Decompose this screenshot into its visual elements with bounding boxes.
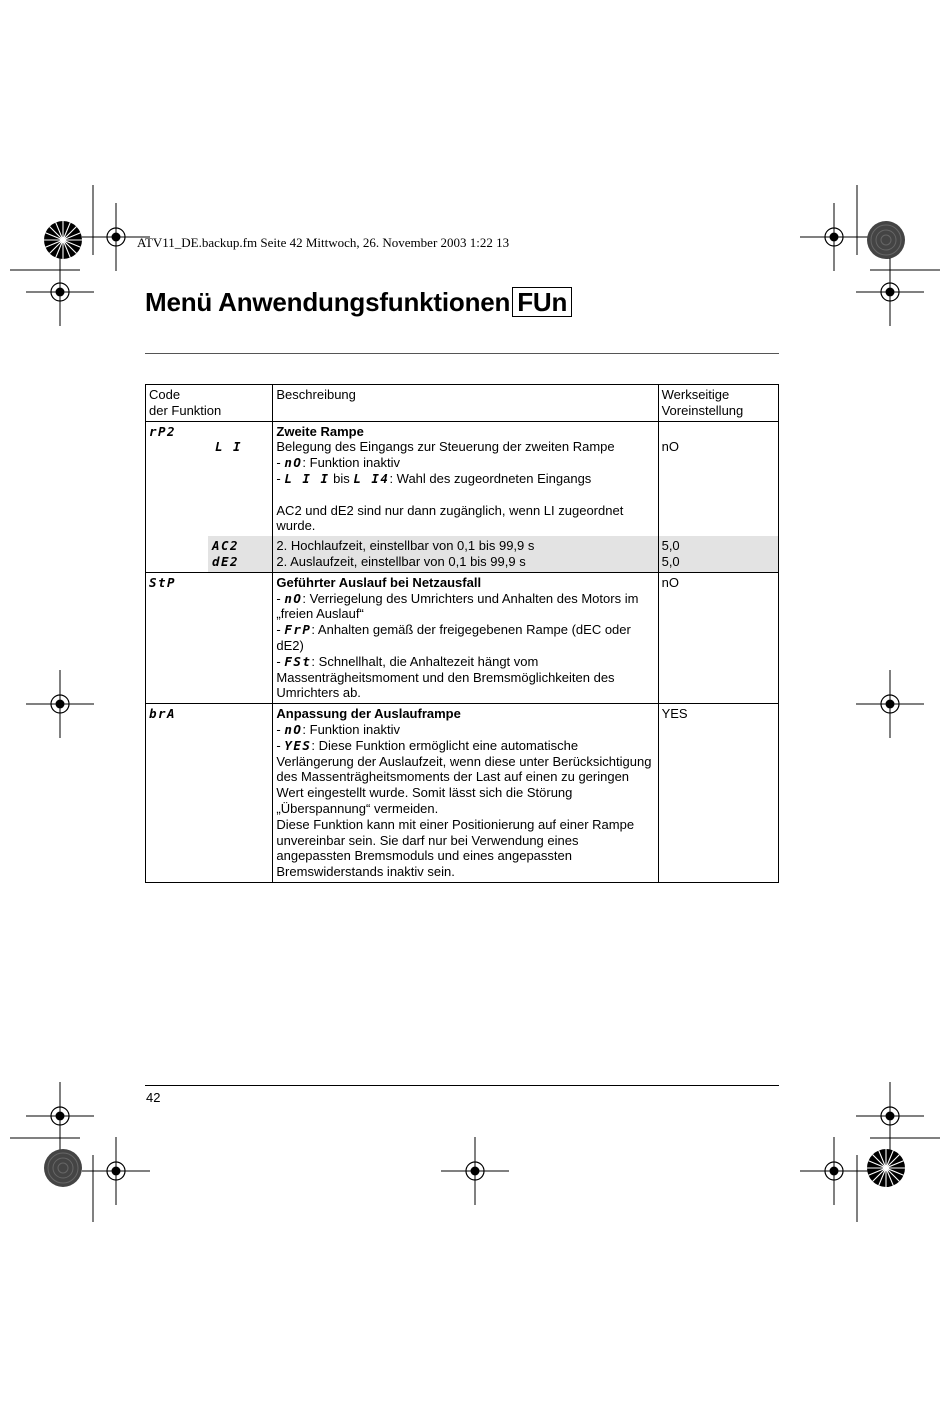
description-cell-ac2 — [273, 536, 658, 572]
option-code: L I4 — [353, 470, 390, 486]
stp-option-no: - nO: Verriegelung des Umrichters und Anhalten des Motors im „freien Auslauf“ — [276, 590, 639, 622]
default-cell-ac2 — [658, 536, 778, 572]
code-shade — [208, 536, 272, 572]
rp2-option-no: - nO: Funktion inaktiv — [276, 455, 400, 471]
option-text: : Wahl des zugeordneten Eingangs — [389, 470, 592, 486]
header-code-line2: der Funktion — [149, 402, 222, 418]
code-cell-bra — [146, 704, 273, 883]
description-cell-stp — [273, 572, 658, 703]
rp2-heading: Zweite Rampe — [276, 423, 364, 439]
ac2-text: 2. Hochlaufzeit, einstellbar von 0,1 bis 99,9 s — [276, 538, 535, 554]
code-cell-stp — [146, 572, 273, 703]
description-cell-rp2 — [273, 421, 658, 536]
code-cell-ac2 — [146, 536, 273, 572]
header-default — [658, 385, 778, 422]
description-cell-bra — [273, 704, 658, 883]
bra-heading: Anpassung der Auslauframpe — [276, 706, 461, 722]
option-text: : Diese Funktion ermöglicht eine automatische Verlängerung der Auslaufzeit, wenn diese unter Berücksichtigung des Massenträgheitsmoments der Last auf einen zu geringen Wert eingestellt wurde. Somit lässt sich die Störung „Überspannung“ vermeiden. — [276, 737, 652, 816]
file-info-header: ATV11_DE.backup.fm Seite 42 Mittwoch, 26. November 2003 1:22 13 — [137, 235, 510, 250]
option-code: nO — [284, 590, 303, 606]
option-text: : Funktion inaktiv — [302, 455, 400, 471]
param-code-rp2: rP2 — [149, 423, 177, 439]
option-text: : Anhalten gemäß der freigegebenen Rampe (dEC oder dE2) — [276, 622, 631, 653]
stp-option-frp: - FrP: Anhalten gemäß der freigegebenen Rampe (dEC oder dE2) — [276, 622, 631, 653]
param-code-bra: brA — [149, 706, 177, 722]
table-row-ac2-de2 — [146, 536, 779, 572]
rp2-line1: Belegung des Eingangs zur Steuerung der zweiten Rampe — [276, 439, 615, 455]
default-cell-stp — [658, 572, 778, 703]
header-default-line2: Voreinstellung — [661, 402, 744, 418]
option-code: nO — [284, 455, 303, 471]
bra-option-no: - nO: Funktion inaktiv — [276, 721, 400, 737]
menu-code-box: FUn — [512, 287, 572, 317]
page-title — [145, 287, 572, 318]
stp-heading: Geführter Auslauf bei Netzausfall — [276, 574, 482, 590]
default-value-bra: YES — [661, 706, 688, 722]
bra-note: Diese Funktion kann mit einer Positionierung auf einer Rampe unvereinbar sein. Sie darf nur bei Verwendung eines angepassten Bremsmoduls und eines angepassten Bremswiderstands inaktiv sein. — [276, 816, 635, 880]
option-code: nO — [284, 721, 303, 737]
param-code-de2: dE2 — [212, 553, 240, 569]
param-code-li: L I — [215, 439, 243, 455]
option-bis: bis — [329, 470, 354, 486]
table-row-rp2 — [146, 421, 779, 536]
header-description: Beschreibung — [273, 385, 658, 422]
default-value-ac2: 5,0 — [661, 538, 680, 554]
option-code: YES — [284, 737, 312, 753]
default-value-de2: 5,0 — [661, 553, 680, 569]
default-cell-rp2 — [658, 421, 778, 536]
page-title-text: Menü Anwendungsfunktionen — [145, 287, 511, 317]
table-header-row — [146, 385, 779, 422]
option-code: L I I — [284, 470, 330, 486]
rp2-note: AC2 und dE2 sind nur dann zugänglich, wenn LI zugeordnet wurde. — [276, 502, 624, 534]
header-code-line1: Code — [149, 387, 181, 402]
option-code: FrP — [284, 622, 312, 638]
code-cell-rp2 — [146, 421, 273, 536]
table-row-stp — [146, 572, 779, 703]
rp2-option-li: - L I I bis L I4: Wahl des zugeordneten Eingangs — [276, 470, 592, 486]
title-rule — [145, 353, 779, 354]
bra-option-yes: - YES: Diese Funktion ermöglicht eine automatische Verlängerung der Auslaufzeit, wenn diese unter Berücksichtigung des Massenträgheitsmoments der Last auf einen zu geringen Wert eingestellt wurde. Somit lässt sich die Störung „Überspannung“ vermeiden. — [276, 737, 652, 816]
parameter-table — [145, 384, 779, 883]
param-code-ac2: AC2 — [212, 538, 240, 554]
option-text: : Schnellhalt, die Anhaltezeit hängt vom Massenträgheitsmoment und den Bremsmöglichkeiten des Umrichters ab. — [276, 653, 615, 701]
stp-option-fst: - FSt: Schnellhalt, die Anhaltezeit hängt vom Massenträgheitsmoment und den Bremsmöglichkeiten des Umrichters ab. — [276, 653, 615, 701]
default-cell-bra — [658, 704, 778, 883]
option-text: : Funktion inaktiv — [302, 721, 400, 737]
header-code — [146, 385, 273, 422]
param-code-stp: StP — [149, 574, 177, 590]
default-value-stp: nO — [661, 574, 679, 590]
footer-rule — [145, 1085, 779, 1086]
option-code: FSt — [284, 653, 312, 669]
header-default-line1: Werkseitige — [661, 387, 730, 402]
default-value-rp2: nO — [661, 439, 679, 455]
table-row-bra — [146, 704, 779, 883]
de2-text: 2. Auslaufzeit, einstellbar von 0,1 bis 99,9 s — [276, 553, 526, 569]
option-text: : Verriegelung des Umrichters und Anhalten des Motors im „freien Auslauf“ — [276, 590, 639, 622]
page-number: 42 — [146, 1090, 161, 1105]
